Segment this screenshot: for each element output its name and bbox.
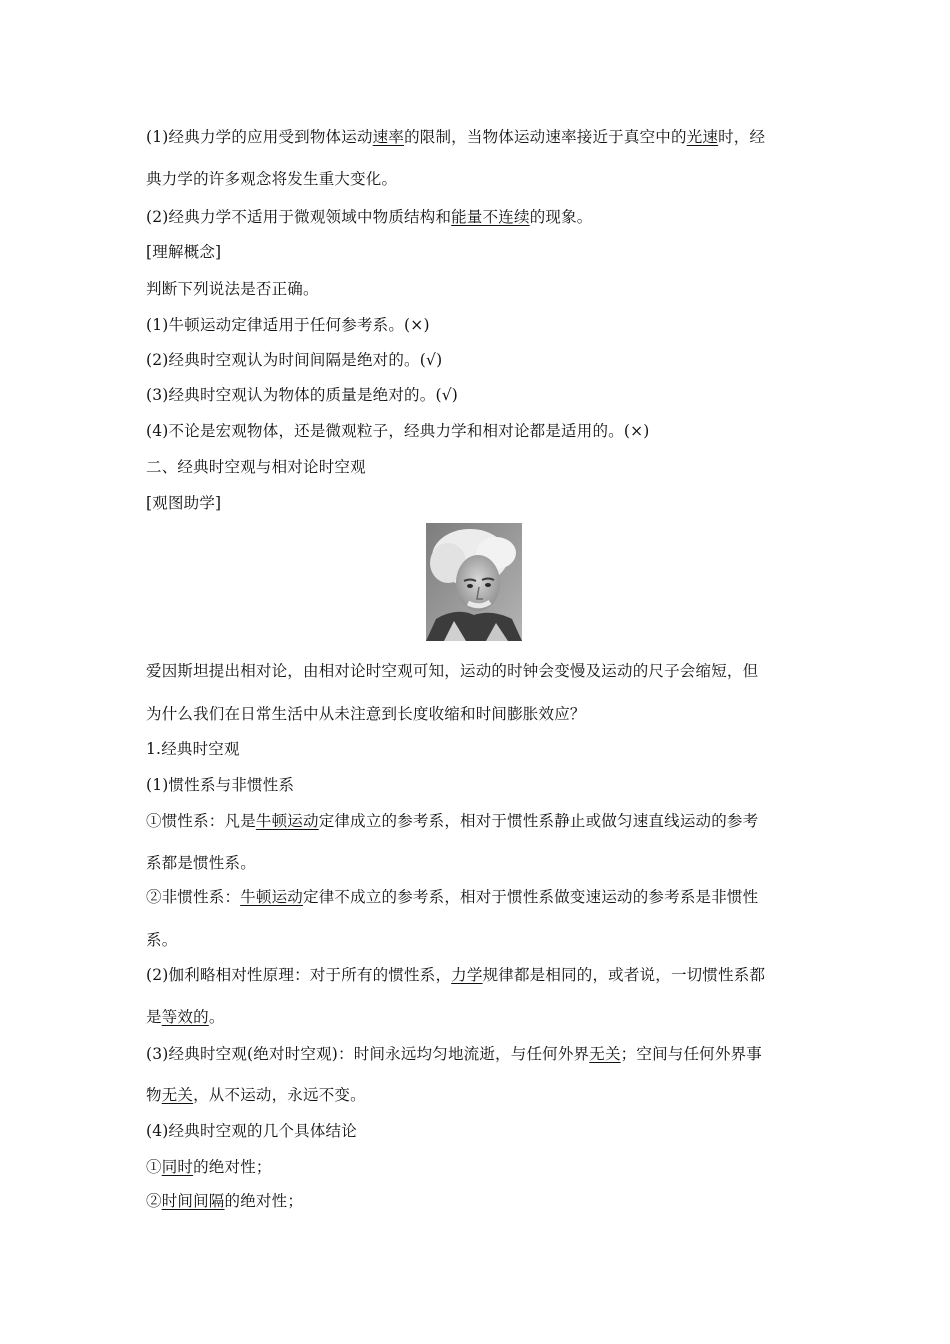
- text-run: 规律都是相同的，或者说，一切惯性系都: [482, 966, 766, 984]
- text-line: [146, 278, 816, 300]
- underlined-answer: 等效的: [161, 1008, 209, 1026]
- underlined-answer: 速率: [372, 128, 405, 146]
- underlined-answer: 同时: [161, 1158, 194, 1176]
- text-run: [观图助学]: [146, 494, 222, 512]
- text-run: (1)惯性系与非惯性系: [146, 776, 295, 794]
- text-line: [146, 886, 816, 908]
- text-run: 判断下列说法是否正确。: [146, 280, 319, 298]
- underlined-answer: 牛顿运动: [240, 888, 304, 906]
- text-line: [146, 964, 816, 986]
- text-run: 。: [208, 1008, 225, 1026]
- text-run: ；空间与任何外界事: [620, 1045, 762, 1063]
- text-run: (2)经典时空观认为时间间隔是绝对的。(√): [146, 351, 443, 369]
- einstein-portrait-image: [426, 523, 522, 641]
- text-run: (4)经典时空观的几个具体结论: [146, 1122, 357, 1140]
- text-run: 为什么我们在日常生活中从未注意到长度收缩和时间膨胀效应？: [146, 705, 586, 723]
- text-line: [146, 703, 816, 725]
- text-run: (2)伽利略相对性原理：对于所有的惯性系，: [146, 966, 452, 984]
- text-line: [146, 456, 816, 478]
- text-line: [146, 810, 816, 832]
- text-line: [146, 420, 816, 442]
- underlined-answer: 光速: [686, 128, 719, 146]
- text-run: 时，经: [718, 128, 766, 146]
- text-line: [146, 1190, 816, 1212]
- text-run: 爱因斯坦提出相对论，由相对论时空观可知，运动的时钟会变慢及运动的尺子会缩短，但: [146, 662, 759, 680]
- text-line: [146, 852, 816, 874]
- text-run: (3)经典时空观认为物体的质量是绝对的。(√): [146, 386, 459, 404]
- underlined-answer: 无关: [589, 1045, 621, 1063]
- text-line: [146, 929, 816, 951]
- text-line: [146, 168, 816, 190]
- text-run: 的限制，当物体运动速率接近于真空中的: [404, 128, 687, 146]
- text-run: (1)经典力学的应用受到物体运动: [146, 128, 373, 146]
- underlined-answer: 能量不连续: [451, 208, 530, 226]
- text-line: [146, 1043, 816, 1065]
- text-line: [146, 1120, 816, 1142]
- text-run: 1.经典时空观: [146, 740, 240, 758]
- text-run: [理解概念]: [146, 243, 222, 261]
- underlined-answer: 牛顿运动: [255, 812, 319, 830]
- text-line: [146, 126, 816, 148]
- underlined-answer: 时间间隔: [161, 1192, 225, 1210]
- underlined-answer: 力学: [451, 966, 483, 984]
- text-run: 系。: [146, 931, 178, 949]
- text-run: 定律不成立的参考系，相对于惯性系做变速运动的参考系是非惯性: [303, 888, 759, 906]
- text-run: ①惯性系：凡是: [146, 812, 256, 830]
- text-line: [146, 206, 816, 228]
- text-line: [146, 660, 816, 682]
- text-run: 的绝对性；: [224, 1192, 304, 1210]
- text-line: [146, 314, 816, 336]
- text-run: (3)经典时空观(绝对时空观)：时间永远均匀地流逝，与任何外界: [146, 1045, 590, 1063]
- text-line: [146, 384, 816, 406]
- text-run: (2)经典力学不适用于微观领域中物质结构和: [146, 208, 452, 226]
- portrait-illustration: [426, 523, 522, 641]
- text-run: 系都是惯性系。: [146, 854, 256, 872]
- text-run: 典力学的许多观念将发生重大变化。: [146, 170, 398, 188]
- text-line: [146, 1084, 816, 1106]
- text-line: [146, 349, 816, 371]
- text-line: [146, 492, 816, 514]
- text-line: [146, 774, 816, 796]
- text-run: ②: [146, 1192, 162, 1210]
- text-run: ②非惯性系：: [146, 888, 241, 906]
- text-run: 是: [146, 1008, 162, 1026]
- text-line: [146, 1006, 816, 1028]
- text-run: ，从不运动，永远不变。: [193, 1086, 366, 1104]
- text-run: ①: [146, 1158, 162, 1176]
- text-run: 的现象。: [529, 208, 593, 226]
- text-line: [146, 241, 816, 263]
- text-run: 物: [146, 1086, 162, 1104]
- text-line: [146, 738, 816, 760]
- underlined-answer: 无关: [161, 1086, 194, 1104]
- text-line: [146, 1156, 816, 1178]
- text-run: (4)不论是宏观物体，还是微观粒子，经典力学和相对论都是适用的。(×): [146, 422, 650, 440]
- text-run: 定律成立的参考系，相对于惯性系静止或做匀速直线运动的参考: [318, 812, 759, 830]
- text-run: (1)牛顿运动定律适用于任何参考系。(×): [146, 316, 430, 334]
- text-run: 的绝对性；: [193, 1158, 272, 1176]
- text-run: 二、经典时空观与相对论时空观: [146, 458, 366, 476]
